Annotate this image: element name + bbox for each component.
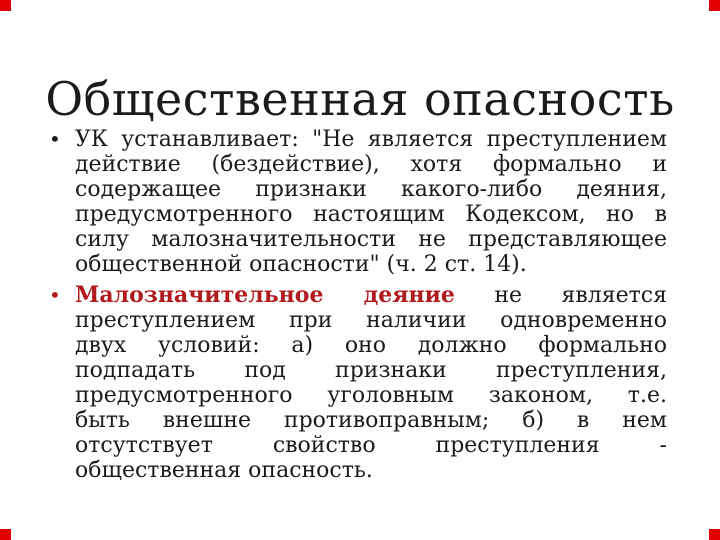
text-line: действие (бездействие), хотя формально и <box>75 152 667 177</box>
highlighted-term: Малозначительное деяние <box>75 282 455 308</box>
text-line <box>75 283 667 308</box>
text-line: отсутствует свойство преступления - <box>75 433 667 458</box>
bullet-dot-icon: • <box>49 283 61 307</box>
text-line: быть внешне противоправным; б) в нем <box>75 408 667 433</box>
text-line: преступлением при наличии одновременно <box>75 308 667 333</box>
text-line-rest: не является <box>494 283 667 308</box>
text-line: УК устанавливает: "Не является преступлением <box>75 127 667 152</box>
red-corner-marker-bottom-left <box>0 529 11 540</box>
text-line: предусмотренного уголовным законом, т.е. <box>75 383 667 408</box>
text-line: общественная опасность. <box>75 458 373 483</box>
text-line: силу малозначительности не представляющее <box>75 227 667 252</box>
slide-body <box>48 127 667 483</box>
slide-title: Общественная опасность <box>45 71 675 126</box>
text-line: двух условий: а) оно должно формально <box>75 333 667 358</box>
text-line: содержащее признаки какого-либо деяния, <box>75 177 667 202</box>
text-line: предусмотренного настоящим Кодексом, но в <box>75 202 667 227</box>
red-corner-marker-top-left <box>0 0 11 11</box>
text-line: подпадать под признаки преступления, <box>75 358 667 383</box>
red-corner-marker-bottom-right <box>709 529 720 540</box>
red-corner-marker-top-right <box>709 0 720 11</box>
bullet-item-minor-act <box>48 283 667 483</box>
text-line: общественной опасности" (ч. 2 ст. 14). <box>75 252 527 277</box>
bullet-item-uk-quote <box>48 127 667 277</box>
bullet-dot-icon: • <box>49 127 61 151</box>
